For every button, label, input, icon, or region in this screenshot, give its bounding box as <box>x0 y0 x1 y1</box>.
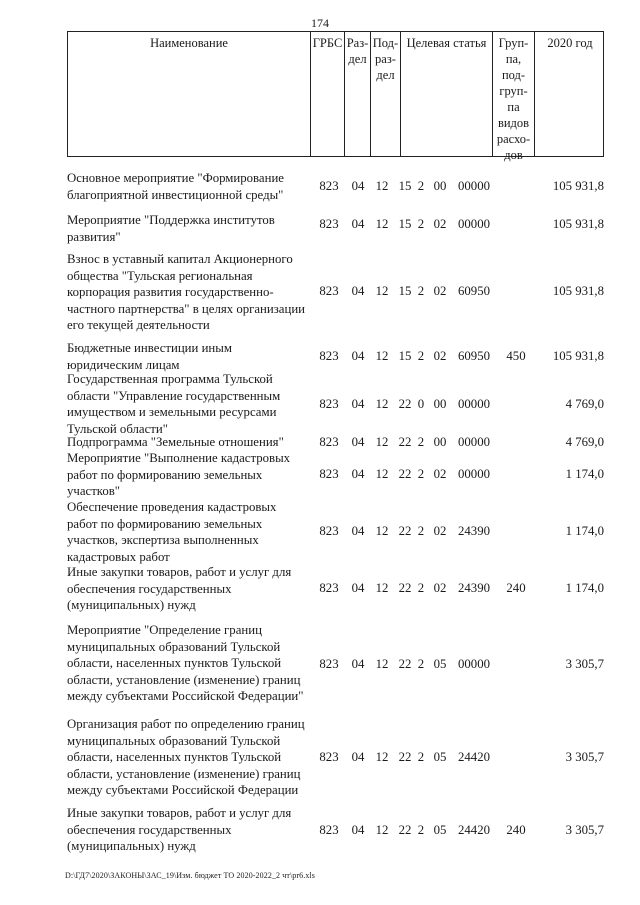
cell-t3: 00 <box>433 435 447 449</box>
cell-t3: 02 <box>433 217 447 231</box>
cell-pr: 12 <box>375 179 389 193</box>
row-name: Организация работ по определению границ муниципальных образований Тульской области, населенных пунктов Тульской области, установление (изменение) границ между субъектами Российской Федерации <box>67 717 305 798</box>
cell-t2: 2 <box>417 284 425 298</box>
cell-t1: 22 <box>398 657 412 671</box>
row-name: Бюджетные инвестиции иным юридическим лицам <box>67 341 232 372</box>
cell-amount: 105 931,8 <box>552 349 604 363</box>
cell-t2: 2 <box>417 435 425 449</box>
cell-rz: 04 <box>351 397 365 411</box>
cell-rz: 04 <box>351 823 365 837</box>
cell-pr: 12 <box>375 581 389 595</box>
cell-grbs: 823 <box>319 217 339 231</box>
cell-amount: 4 769,0 <box>565 397 604 411</box>
row-name: Мероприятие "Выполнение кадастровых работ по формированию земельных участков" <box>67 451 291 499</box>
cell-grbs: 823 <box>319 349 339 363</box>
cell-t1: 22 <box>398 750 412 764</box>
cell-t4: 24420 <box>458 823 490 837</box>
cell-t1: 22 <box>398 524 412 538</box>
cell-grbs: 823 <box>319 397 339 411</box>
cell-t2: 2 <box>417 657 425 671</box>
cell-pr: 12 <box>375 349 389 363</box>
cell-pr: 12 <box>375 284 389 298</box>
cell-t1: 15 <box>398 179 412 193</box>
cell-rz: 04 <box>351 435 365 449</box>
cell-rz: 04 <box>351 179 365 193</box>
cell-rz: 04 <box>351 217 365 231</box>
cell-pr: 12 <box>375 750 389 764</box>
header-name: Наименование <box>68 32 311 156</box>
cell-amount: 105 931,8 <box>552 284 604 298</box>
header-grbs: ГРБС <box>311 32 345 156</box>
cell-t3: 02 <box>433 581 447 595</box>
cell-amount: 3 305,7 <box>565 823 604 837</box>
cell-amount: 1 174,0 <box>565 524 604 538</box>
cell-t2: 0 <box>417 397 425 411</box>
cell-grbs: 823 <box>319 467 339 481</box>
cell-t1: 15 <box>398 284 412 298</box>
header-target: Целевая статья <box>401 32 493 156</box>
cell-t3: 02 <box>433 524 447 538</box>
cell-t4: 24390 <box>458 524 490 538</box>
cell-amount: 105 931,8 <box>552 179 604 193</box>
cell-t2: 2 <box>417 823 425 837</box>
cell-t4: 24420 <box>458 750 490 764</box>
cell-t4: 00000 <box>458 397 490 411</box>
cell-grbs: 823 <box>319 750 339 764</box>
cell-grbs: 823 <box>319 179 339 193</box>
table-header <box>67 31 604 162</box>
cell-t4: 24390 <box>458 581 490 595</box>
row-name: Обеспечение проведения кадастровых работ по формированию земельных участков, экспертиза выполненных кадастровых работ <box>67 500 277 564</box>
cell-rz: 04 <box>351 750 365 764</box>
row-name: Мероприятие "Поддержка институтов развития" <box>67 213 275 244</box>
cell-t4: 00000 <box>458 657 490 671</box>
cell-rz: 04 <box>351 284 365 298</box>
cell-t4: 60950 <box>458 284 490 298</box>
cell-grbs: 823 <box>319 657 339 671</box>
cell-t2: 2 <box>417 217 425 231</box>
cell-t3: 05 <box>433 657 447 671</box>
cell-t3: 02 <box>433 349 447 363</box>
cell-t3: 05 <box>433 823 447 837</box>
cell-pr: 12 <box>375 435 389 449</box>
cell-t2: 2 <box>417 750 425 764</box>
row-name: Иные закупки товаров, работ и услуг для обеспечения государственных (муниципальных) нужд <box>67 565 292 613</box>
cell-amount: 4 769,0 <box>565 435 604 449</box>
row-name: Подпрограмма "Земельные отношения" <box>67 435 284 449</box>
cell-pr: 12 <box>375 467 389 481</box>
cell-t1: 15 <box>398 217 412 231</box>
cell-amount: 1 174,0 <box>565 581 604 595</box>
cell-grbs: 823 <box>319 435 339 449</box>
header-razdel: Раз- дел <box>345 32 371 156</box>
cell-t2: 2 <box>417 467 425 481</box>
cell-t1: 22 <box>398 435 412 449</box>
cell-amount: 3 305,7 <box>565 750 604 764</box>
cell-t1: 22 <box>398 581 412 595</box>
row-name: Мероприятие "Определение границ муниципальных образований Тульской области, населенных пунктов Тульской области, установление (изменение) границ между субъектами Российской Федерации" <box>67 623 304 704</box>
cell-t1: 15 <box>398 349 412 363</box>
cell-t4: 00000 <box>458 179 490 193</box>
cell-vr: 240 <box>506 581 526 595</box>
cell-amount: 105 931,8 <box>552 217 604 231</box>
row-name: Основное мероприятие "Формирование благоприятной инвестиционной среды" <box>67 171 284 202</box>
cell-pr: 12 <box>375 657 389 671</box>
cell-pr: 12 <box>375 823 389 837</box>
page-number: 174 <box>311 16 329 30</box>
cell-grbs: 823 <box>319 524 339 538</box>
cell-pr: 12 <box>375 524 389 538</box>
cell-amount: 1 174,0 <box>565 467 604 481</box>
cell-t2: 2 <box>417 349 425 363</box>
cell-rz: 04 <box>351 581 365 595</box>
cell-pr: 12 <box>375 397 389 411</box>
file-path-footer: D:\ГД7\2020\ЗАКОНЫ\ЗАС_19\Изм. бюджет ТО 2020-2022_2 чт\pr6.xls <box>65 871 315 880</box>
cell-t3: 02 <box>433 467 447 481</box>
cell-rz: 04 <box>351 657 365 671</box>
cell-t1: 22 <box>398 823 412 837</box>
cell-t2: 2 <box>417 179 425 193</box>
cell-t1: 22 <box>398 467 412 481</box>
cell-t4: 00000 <box>458 217 490 231</box>
cell-t1: 22 <box>398 397 412 411</box>
cell-t3: 00 <box>433 179 447 193</box>
row-name: Взнос в уставный капитал Акционерного общества "Тульская региональная корпорация развития государственно-частного партнерства" в целях организации его текущей деятельности <box>67 252 306 333</box>
cell-rz: 04 <box>351 467 365 481</box>
header-group: Груп- па, под- груп- па видов расхо- дов <box>493 32 535 156</box>
cell-grbs: 823 <box>319 284 339 298</box>
cell-amount: 3 305,7 <box>565 657 604 671</box>
cell-rz: 04 <box>351 349 365 363</box>
cell-grbs: 823 <box>319 823 339 837</box>
header-podrazdel: Под- раз- дел <box>371 32 401 156</box>
cell-t2: 2 <box>417 581 425 595</box>
cell-t4: 00000 <box>458 435 490 449</box>
cell-rz: 04 <box>351 524 365 538</box>
cell-t4: 60950 <box>458 349 490 363</box>
row-name: Государственная программа Тульской области "Управление государственным имуществом и земельными ресурсами Тульской области" <box>67 372 281 436</box>
header-year: 2020 год <box>547 36 593 50</box>
cell-t2: 2 <box>417 524 425 538</box>
cell-vr: 240 <box>506 823 526 837</box>
cell-t3: 05 <box>433 750 447 764</box>
cell-pr: 12 <box>375 217 389 231</box>
cell-t4: 00000 <box>458 467 490 481</box>
cell-t3: 02 <box>433 284 447 298</box>
row-name: Иные закупки товаров, работ и услуг для обеспечения государственных (муниципальных) нужд <box>67 806 292 854</box>
cell-vr: 450 <box>506 349 526 363</box>
cell-grbs: 823 <box>319 581 339 595</box>
cell-t3: 00 <box>433 397 447 411</box>
